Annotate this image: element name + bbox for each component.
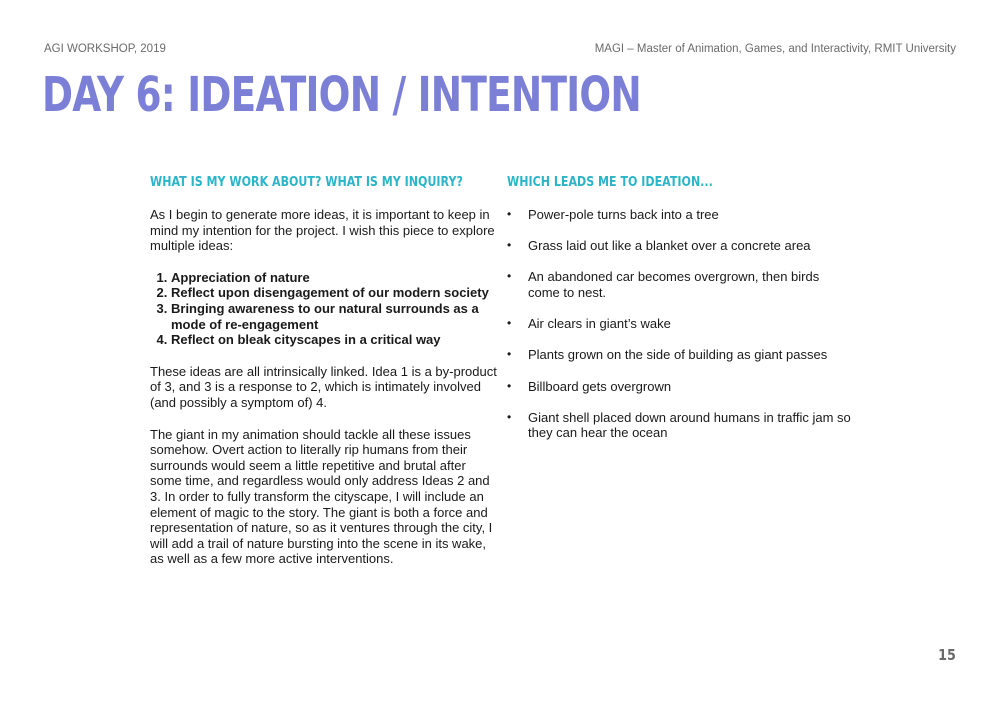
idea-item: 3. Bringing awareness to our natural surrounds as a mode of re-engagement xyxy=(171,301,500,332)
ideas-list xyxy=(150,270,500,348)
ideation-item: • Billboard gets overgrown xyxy=(507,379,852,395)
idea-item: 4. Reflect on bleak cityscapes in a critical way xyxy=(171,332,500,348)
idea-item: 1. Appreciation of nature xyxy=(171,270,500,286)
ideation-item: • Power-pole turns back into a tree xyxy=(507,207,852,223)
linked-ideas-paragraph: These ideas are all intrinsically linked. Idea 1 is a by-product of 3, and 3 is a response to 2, which is intimately involved (and possibly a symptom of) 4. xyxy=(150,363,497,410)
ideation-item: • Giant shell placed down around humans in traffic jam so they can hear the ocean xyxy=(507,410,852,441)
page-title: DAY 6: IDEATION / INTENTION xyxy=(42,67,641,123)
giant-paragraph: The giant in my animation should tackle all these issues somehow. Overt action to literally rip humans from their surrounds would seem a little repetitive and brutal after some time, and regardless would only address Ideas 2 and 3. In order to fully transform the cityscape, I will include an element of magic to the story. The giant is both a force and representation of nature, so as it ventures through the city, I will add a trail of nature bursting into the scene in its wake, as well as a few more active interventions. xyxy=(150,426,493,567)
ideation-column xyxy=(507,174,852,457)
ideation-item: • Air clears in giant’s wake xyxy=(507,316,852,332)
ideation-list xyxy=(507,207,852,441)
inquiry-heading: WHAT IS MY WORK ABOUT? WHAT IS MY INQUIRY? xyxy=(150,174,463,190)
ideation-heading: WHICH LEADS ME TO IDEATION... xyxy=(507,174,713,190)
intro-paragraph: As I begin to generate more ideas, it is important to keep in mind my intention for the project. I wish this piece to explore multiple ideas: xyxy=(150,207,495,254)
program-label: MAGI – Master of Animation, Games, and Interactivity, RMIT University xyxy=(594,43,956,55)
page-number: 15 xyxy=(938,646,956,664)
workshop-label: AGI WORKSHOP, 2019 xyxy=(44,43,166,55)
ideation-item: • An abandoned car becomes overgrown, then birds come to nest. xyxy=(507,269,852,300)
ideation-item: • Grass laid out like a blanket over a concrete area xyxy=(507,238,852,254)
inquiry-column xyxy=(150,174,500,583)
idea-item: 2. Reflect upon disengagement of our modern society xyxy=(171,285,500,301)
ideation-item: • Plants grown on the side of building as giant passes xyxy=(507,347,852,363)
